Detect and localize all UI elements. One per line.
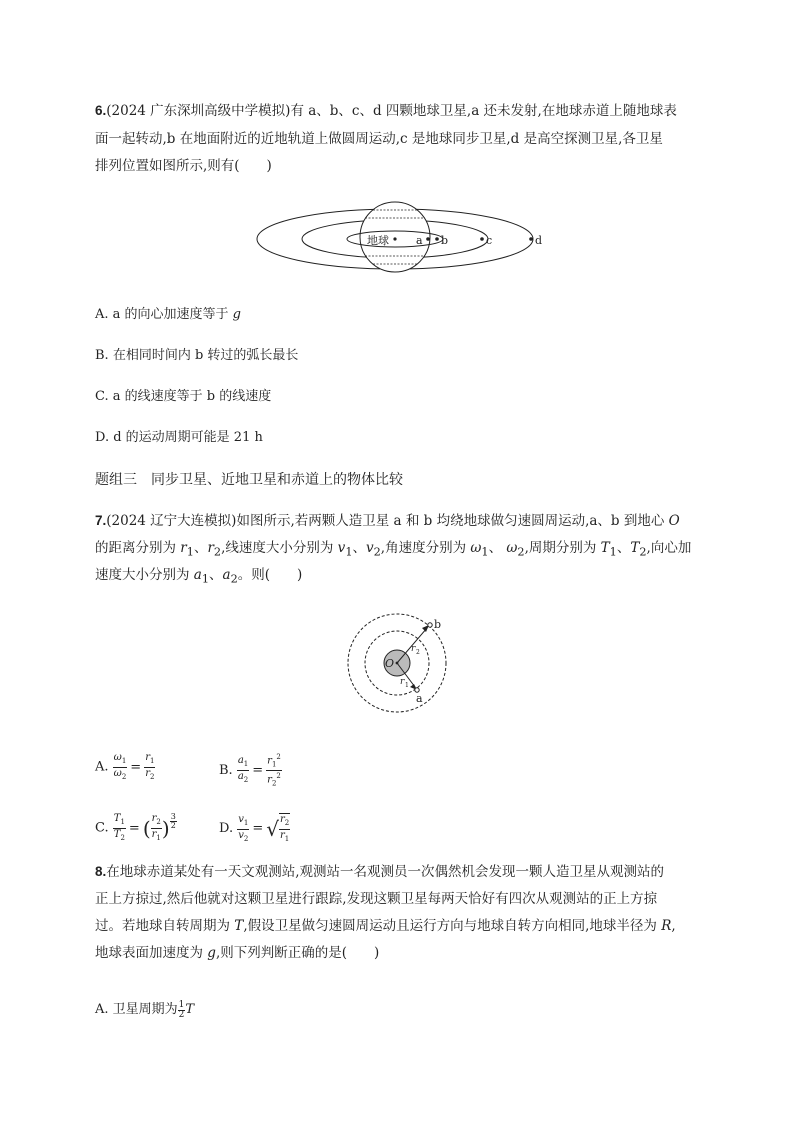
label-a: a [416, 234, 423, 247]
q6-option-d: D. d 的运动周期可能是 21 h [95, 430, 263, 445]
q7-option-c: C. $\frac{T_1}{T_2}$ = ( $\frac{r_2}{r_1}$ ) $\frac{3}{2}$ [95, 812, 176, 842]
q6-option-a: A. a 的向心加速度等于 g [95, 307, 241, 322]
satellite-d [529, 237, 533, 241]
q6-number: 6. [95, 103, 107, 118]
q8-option-a: A. 卫星周期为 $\frac{1}{2}$ T [95, 999, 195, 1020]
q8-line-3: 过。若地球自转周期为 T,假设卫星做匀速圆周运动且运行方向与地球自转方向相同,地球半径为 R, [95, 918, 676, 934]
q6-line-3: 排列位置如图所示,则有( ) [95, 158, 272, 174]
label-r1: r [400, 677, 405, 687]
q6-orbit-figure [250, 198, 560, 278]
q7-option-b: B. $\frac{a_1}{a_2}$ = $\frac{r_1^2}{r_2^2}$ [219, 753, 281, 788]
q7-line-1: 7.(2024 辽宁大连模拟)如图所示,若两颗人造卫星 a 和 b 均绕地球做匀速圆周运动,a、b 到地心 O [95, 513, 680, 529]
q7-option-a: A. $\frac{\omega_1}{\omega_2}$ = $\frac{r_1}{r_2}$ [95, 752, 155, 781]
q6-option-c: C. a 的线速度等于 b 的线速度 [95, 389, 272, 404]
q6-option-b: B. 在相同时间内 b 转过的弧长最长 [95, 348, 299, 363]
q8-number: 8. [95, 864, 107, 879]
q6-line-1 [95, 101, 677, 121]
q8-line-2: 正上方掠过,然后他就对这颗卫星进行跟踪,发现这颗卫星每两天恰好有四次从观测站的正上方掠 [95, 891, 658, 907]
q7-number: 7. [95, 513, 107, 528]
section-heading: 题组三 同步卫星、近地卫星和赤道上的物体比较 [95, 472, 403, 488]
satellite-a [426, 237, 430, 241]
q6-line-2: 面一起转动,b 在地面附近的近地轨道上做圆周运动,c 是地球同步卫星,d 是高空探测卫星,各卫星 [95, 131, 663, 147]
q8-line-4: 地球表面加速度为 g,则下列判断正确的是( ) [95, 945, 380, 961]
label-r2: r [411, 644, 416, 654]
q7-line-3: 速度大小分别为 $a_1$、$a_2$。则( ) [95, 567, 303, 586]
q7-orbit-figure [340, 608, 460, 720]
earth-label: 地球 [367, 234, 389, 247]
q7-option-d: D. $\frac{v_1}{v_2}$ = √ $\frac{r_2}{r_1}$ [219, 813, 290, 843]
label-c: c [486, 234, 493, 247]
satellite-b [435, 237, 439, 241]
q6-text-1: (2024 广东深圳高级中学模拟)有 a、b、c、d 四颗地球卫星,a 还未发射,在地球赤道上随地球表 [106, 103, 677, 119]
earth-center-dot [393, 237, 396, 240]
q8-line-1: 8.在地球赤道某处有一天文观测站,观测站一名观测员一次偶然机会发现一颗人造卫星从观测站的 [95, 864, 665, 880]
label-b: b [434, 618, 442, 631]
satellite-c [480, 237, 484, 241]
svg-text:2: 2 [416, 649, 420, 656]
svg-text:1: 1 [405, 682, 409, 689]
label-a: a [416, 692, 423, 705]
label-d: d [535, 234, 543, 247]
q7-line-2: 的距离分别为 $r_1$、$r_2$,线速度大小分别为 $v_1$、$v_2$,角速度分别为 $\omega_1$、 $\omega_2$,周期分别为 $T_1$、$T_2$,向心加 [95, 540, 692, 559]
satellite-b [428, 623, 432, 627]
label-b: b [441, 234, 449, 247]
label-O: O [385, 657, 395, 670]
